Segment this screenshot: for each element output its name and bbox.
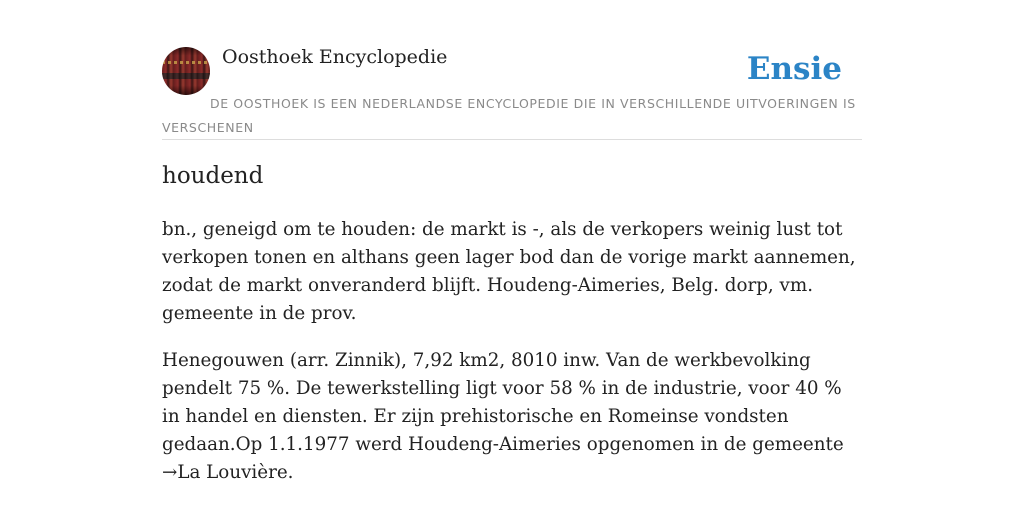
site-header: [162, 46, 862, 140]
paragraph-2-end: .: [287, 462, 294, 483]
la-louviere-link[interactable]: →La Louvière: [162, 462, 288, 483]
site-avatar[interactable]: [162, 47, 210, 95]
site-name[interactable]: Oosthoek Encyclopedie: [222, 46, 448, 68]
brand-logo[interactable]: Ensie: [746, 51, 842, 87]
header-divider: [162, 139, 862, 140]
article-paragraph-2: [162, 347, 862, 487]
article-paragraph-1: bn., geneigd om te houden: de markt is -, als de verkopers weinig lust tot verkopen tonen en althans geen lager bod dan de vorige markt aannemen, zodat de markt onveranderd blijft. Houdeng-Aimeries, Belg. dorp, vm. gemeente in de prov.: [162, 219, 856, 324]
paragraph-2-text: Henegouwen (arr. Zinnik), 7,92 km2, 8010 inw. Van de werkbevolking pendelt 75 %. De tewerkstelling ligt voor 58 % in de industrie, voor 40 % in handel en diensten. Er zijn prehistorische en Romeinse vondsten gedaan.Op 1.1.1977 werd Houdeng-Aimeries opgenomen in de gemeente: [162, 350, 844, 455]
article-title: houdend: [162, 163, 264, 189]
site-tagline: DE OOSTHOEK IS EEN NEDERLANDSE ENCYCLOPEDIE DIE IN VERSCHILLENDE UITVOERINGEN IS VERSCHENEN: [162, 96, 856, 135]
